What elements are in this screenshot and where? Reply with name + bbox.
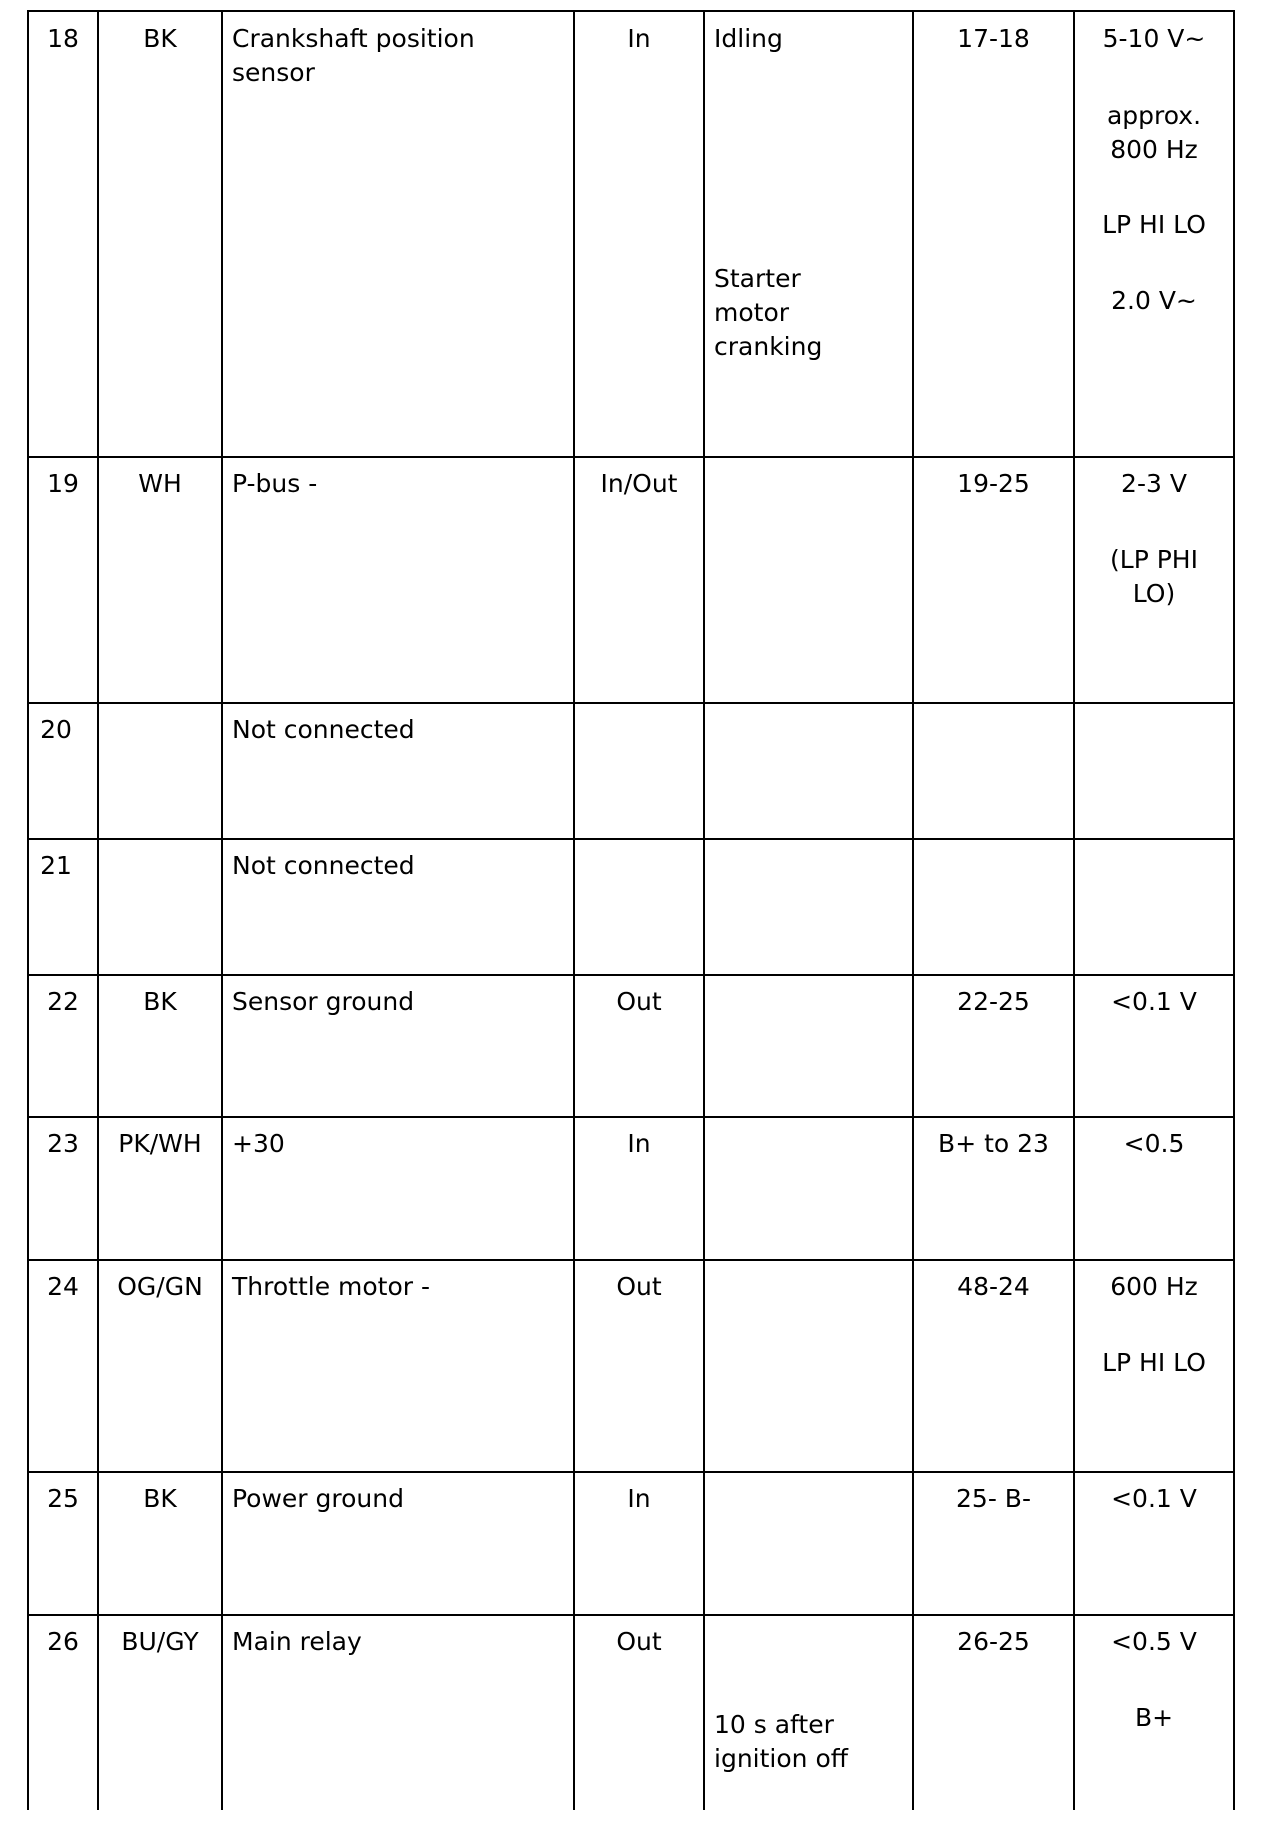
row-divider xyxy=(28,1471,1235,1473)
signal-name: Power ground xyxy=(232,1484,404,1513)
test-condition: Idling xyxy=(714,24,783,53)
pin-number: 20 xyxy=(40,715,72,744)
nominal-value: B+ xyxy=(1134,1703,1174,1732)
row-divider xyxy=(28,1116,1235,1118)
grid-line xyxy=(703,10,705,1810)
nominal-value: 2.0 V~ xyxy=(1111,286,1197,315)
nominal-value: <0.5 xyxy=(1123,1129,1185,1158)
signal-direction: Out xyxy=(616,1272,662,1301)
nominal-value: <0.1 V xyxy=(1111,987,1197,1016)
nominal-value: <0.1 V xyxy=(1111,1484,1197,1513)
test-points: 25- B- xyxy=(956,1484,1031,1513)
grid-line xyxy=(27,10,29,1810)
signal-direction: In/Out xyxy=(600,469,678,498)
test-points: B+ to 23 xyxy=(938,1129,1049,1158)
grid-line xyxy=(1073,10,1075,1810)
signal-direction: In xyxy=(627,24,651,53)
wire-color: OG/GN xyxy=(117,1272,203,1301)
grid-line xyxy=(97,10,99,1810)
grid-line xyxy=(1233,10,1235,1810)
nominal-value: LP HI LO xyxy=(1102,210,1206,239)
pin-number: 24 xyxy=(47,1272,79,1301)
signal-name: Throttle motor - xyxy=(232,1272,431,1301)
row-divider xyxy=(28,702,1235,704)
test-points: 17-18 xyxy=(957,24,1030,53)
pin-number: 19 xyxy=(47,469,79,498)
nominal-value: 5-10 V~ xyxy=(1102,24,1206,53)
pin-number: 26 xyxy=(47,1627,79,1656)
wire-color: BK xyxy=(143,24,177,53)
pin-number: 23 xyxy=(47,1129,79,1158)
row-divider xyxy=(28,1259,1235,1261)
test-points: 26-25 xyxy=(957,1627,1030,1656)
signal-name: Sensor ground xyxy=(232,987,415,1016)
pin-number: 18 xyxy=(47,24,79,53)
signal-direction: In xyxy=(627,1129,651,1158)
wire-color: PK/WH xyxy=(118,1129,202,1158)
nominal-value: 2-3 V xyxy=(1121,469,1187,498)
signal-name: Crankshaft position sensor xyxy=(232,24,475,87)
test-condition: 10 s after ignition off xyxy=(714,1710,848,1773)
pin-number: 22 xyxy=(47,987,79,1016)
row-divider xyxy=(28,10,1235,12)
signal-name: P-bus - xyxy=(232,469,318,498)
signal-direction: Out xyxy=(616,1627,662,1656)
pin-number: 25 xyxy=(47,1484,79,1513)
nominal-value: (LP PHI LO) xyxy=(1110,545,1198,608)
test-points: 19-25 xyxy=(957,469,1030,498)
nominal-value: approx. 800 Hz xyxy=(1106,101,1202,164)
signal-name: Not connected xyxy=(232,851,415,880)
grid-line xyxy=(221,10,223,1810)
nominal-value: <0.5 V xyxy=(1111,1627,1197,1656)
signal-direction: Out xyxy=(616,987,662,1016)
signal-name: Not connected xyxy=(232,715,415,744)
nominal-value: LP HI LO xyxy=(1102,1348,1206,1377)
test-points: 22-25 xyxy=(957,987,1030,1016)
wire-color: WH xyxy=(138,469,182,498)
wire-color: BU/GY xyxy=(121,1627,199,1656)
wire-color: BK xyxy=(143,987,177,1016)
row-divider xyxy=(28,838,1235,840)
row-divider xyxy=(28,1614,1235,1616)
grid-line xyxy=(573,10,575,1810)
row-divider xyxy=(28,456,1235,458)
test-points: 48-24 xyxy=(957,1272,1030,1301)
pin-number: 21 xyxy=(40,851,72,880)
signal-direction: In xyxy=(627,1484,651,1513)
test-condition: Starter motor cranking xyxy=(714,264,823,361)
grid-line xyxy=(912,10,914,1810)
nominal-value: 600 Hz xyxy=(1110,1272,1198,1301)
signal-name: Main relay xyxy=(232,1627,362,1656)
wire-color: BK xyxy=(143,1484,177,1513)
signal-name: +30 xyxy=(232,1129,285,1158)
row-divider xyxy=(28,974,1235,976)
